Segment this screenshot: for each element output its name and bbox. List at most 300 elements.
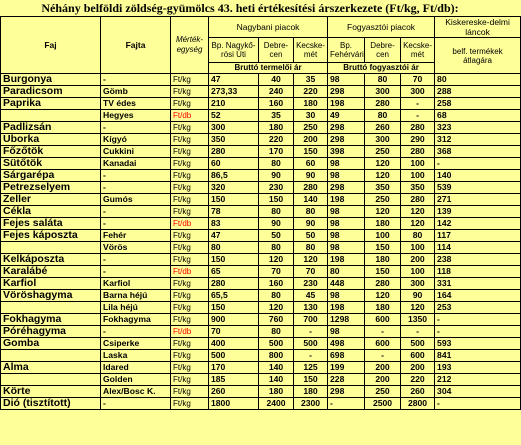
cell-price: 271 bbox=[435, 194, 521, 206]
cell-price: 120 bbox=[401, 302, 435, 314]
cell-price: 290 bbox=[401, 134, 435, 146]
cell-fajta: Idared bbox=[101, 362, 171, 374]
table-row bbox=[1, 254, 521, 266]
cell-price: 300 bbox=[209, 122, 259, 134]
cell-price: 200 bbox=[401, 254, 435, 266]
cell-price: 140 bbox=[435, 170, 521, 182]
cell-price: 200 bbox=[401, 362, 435, 374]
cell-price: 98 bbox=[328, 206, 365, 218]
cell-fajta: Gömb bbox=[101, 86, 171, 98]
table-row bbox=[1, 158, 521, 170]
cell-fajta: - bbox=[101, 254, 171, 266]
cell-unit: Ft/kg bbox=[171, 254, 209, 266]
cell-price: 139 bbox=[435, 206, 521, 218]
table-row bbox=[1, 86, 521, 98]
cell-price: 80 bbox=[294, 242, 328, 254]
cell-faj: Zeller bbox=[1, 194, 101, 206]
cell-price: 120 bbox=[259, 254, 294, 266]
cell-faj: Főzőtök bbox=[1, 146, 101, 158]
cell-price: 304 bbox=[435, 386, 521, 398]
cell-faj: Alma bbox=[1, 362, 101, 374]
cell-fajta: Lila héjú bbox=[101, 302, 171, 314]
cell-price: 98 bbox=[328, 290, 365, 302]
cell-price: 200 bbox=[365, 374, 401, 386]
cell-unit: Ft/kg bbox=[171, 338, 209, 350]
cell-price: 298 bbox=[328, 182, 365, 194]
cell-price: 118 bbox=[435, 266, 521, 278]
cell-unit: Ft/kg bbox=[171, 302, 209, 314]
cell-fajta: - bbox=[101, 170, 171, 182]
cell-price: 180 bbox=[365, 218, 401, 230]
cell-price: 86,5 bbox=[209, 170, 259, 182]
cell-fajta: - bbox=[101, 122, 171, 134]
cell-price: 280 bbox=[401, 122, 435, 134]
cell-price: 114 bbox=[435, 242, 521, 254]
cell-fajta: Fokhagyma bbox=[101, 314, 171, 326]
cell-price: 150 bbox=[209, 254, 259, 266]
cell-faj: Uborka bbox=[1, 134, 101, 146]
header-market: Debre-cen bbox=[259, 38, 294, 63]
cell-fajta: Cukkini bbox=[101, 146, 171, 158]
cell-price: 228 bbox=[328, 374, 365, 386]
cell-price: 1800 bbox=[209, 398, 259, 410]
cell-price: 120 bbox=[365, 290, 401, 302]
cell-price: 47 bbox=[209, 74, 259, 86]
cell-faj: Fokhagyma bbox=[1, 314, 101, 326]
cell-price: - bbox=[435, 398, 521, 410]
cell-price: 130 bbox=[294, 302, 328, 314]
cell-price: 90 bbox=[401, 290, 435, 302]
cell-price: 70 bbox=[259, 266, 294, 278]
table-row bbox=[1, 146, 521, 158]
cell-price: - bbox=[435, 326, 521, 338]
cell-unit: Ft/kg bbox=[171, 386, 209, 398]
cell-unit: Ft/kg bbox=[171, 146, 209, 158]
cell-price: 170 bbox=[209, 362, 259, 374]
cell-price: 78 bbox=[209, 206, 259, 218]
cell-fajta: Gumós bbox=[101, 194, 171, 206]
cell-fajta: - bbox=[101, 182, 171, 194]
cell-unit: Ft/kg bbox=[171, 290, 209, 302]
cell-fajta: Barna héjú bbox=[101, 290, 171, 302]
cell-fajta: - bbox=[101, 326, 171, 338]
cell-unit: Ft/db bbox=[171, 266, 209, 278]
cell-faj bbox=[1, 374, 101, 386]
cell-unit: Ft/kg bbox=[171, 398, 209, 410]
header-wholesale-group: Nagybani piacok bbox=[209, 17, 328, 38]
cell-price: 80 bbox=[259, 242, 294, 254]
cell-price: 90 bbox=[259, 218, 294, 230]
cell-price: - bbox=[294, 326, 328, 338]
cell-price: 700 bbox=[294, 314, 328, 326]
cell-price: 300 bbox=[401, 86, 435, 98]
cell-price: 212 bbox=[435, 374, 521, 386]
cell-price: 180 bbox=[365, 302, 401, 314]
cell-price: 180 bbox=[259, 122, 294, 134]
cell-price: 323 bbox=[435, 122, 521, 134]
cell-price: - bbox=[365, 326, 401, 338]
cell-price: 120 bbox=[365, 170, 401, 182]
cell-fajta: Kanadai bbox=[101, 158, 171, 170]
cell-price: 841 bbox=[435, 350, 521, 362]
table-row bbox=[1, 374, 521, 386]
table-row bbox=[1, 98, 521, 110]
cell-faj bbox=[1, 302, 101, 314]
cell-unit: Ft/kg bbox=[171, 98, 209, 110]
header-market: Debre-cen bbox=[365, 38, 401, 63]
cell-price: 2400 bbox=[259, 398, 294, 410]
cell-price: - bbox=[401, 326, 435, 338]
cell-price: 200 bbox=[294, 134, 328, 146]
cell-price: 98 bbox=[328, 74, 365, 86]
cell-price: 80 bbox=[294, 206, 328, 218]
cell-price: 120 bbox=[365, 206, 401, 218]
cell-unit: Ft/kg bbox=[171, 206, 209, 218]
cell-price: 150 bbox=[294, 146, 328, 158]
table-row bbox=[1, 230, 521, 242]
cell-price: 65,5 bbox=[209, 290, 259, 302]
cell-price: 300 bbox=[365, 134, 401, 146]
cell-price: 220 bbox=[294, 86, 328, 98]
cell-price: 185 bbox=[209, 374, 259, 386]
cell-price: - bbox=[365, 350, 401, 362]
cell-price: 240 bbox=[259, 86, 294, 98]
cell-price: 350 bbox=[209, 134, 259, 146]
cell-price: 140 bbox=[259, 374, 294, 386]
cell-unit: Ft/kg bbox=[171, 242, 209, 254]
cell-price: 220 bbox=[259, 134, 294, 146]
cell-faj bbox=[1, 350, 101, 362]
cell-price: 80 bbox=[259, 158, 294, 170]
table-row bbox=[1, 386, 521, 398]
cell-faj: Karfiol bbox=[1, 278, 101, 290]
cell-price: 98 bbox=[328, 158, 365, 170]
cell-price: 80 bbox=[259, 290, 294, 302]
cell-unit: Ft/kg bbox=[171, 182, 209, 194]
cell-price: 98 bbox=[328, 326, 365, 338]
cell-unit: Ft/kg bbox=[171, 74, 209, 86]
cell-price: 180 bbox=[259, 386, 294, 398]
cell-price: 298 bbox=[328, 386, 365, 398]
cell-fajta: TV édes bbox=[101, 98, 171, 110]
cell-price: 760 bbox=[259, 314, 294, 326]
cell-price: 180 bbox=[365, 254, 401, 266]
header-market: Bp. Nagykő-rösi Úti bbox=[209, 38, 259, 63]
cell-price: 500 bbox=[401, 338, 435, 350]
header-market: belf. termékek átlagára bbox=[435, 38, 521, 74]
cell-price: 65 bbox=[209, 266, 259, 278]
cell-price: 98 bbox=[328, 242, 365, 254]
cell-price: 298 bbox=[328, 134, 365, 146]
cell-price: 100 bbox=[365, 230, 401, 242]
cell-price: 331 bbox=[435, 278, 521, 290]
cell-price: 260 bbox=[401, 386, 435, 398]
cell-price: 140 bbox=[259, 362, 294, 374]
cell-price: 60 bbox=[294, 158, 328, 170]
cell-price: 45 bbox=[294, 290, 328, 302]
table-row bbox=[1, 302, 521, 314]
cell-price: 400 bbox=[209, 338, 259, 350]
cell-unit: Ft/kg bbox=[171, 86, 209, 98]
cell-unit: Ft/kg bbox=[171, 362, 209, 374]
cell-price: 117 bbox=[435, 230, 521, 242]
cell-fajta: - bbox=[101, 206, 171, 218]
cell-price: 90 bbox=[259, 170, 294, 182]
cell-faj: Sárgarépa bbox=[1, 170, 101, 182]
table-row bbox=[1, 170, 521, 182]
cell-price: 80 bbox=[328, 266, 365, 278]
cell-unit: Ft/kg bbox=[171, 278, 209, 290]
cell-price: 600 bbox=[401, 350, 435, 362]
cell-price: 193 bbox=[435, 362, 521, 374]
cell-fajta: Hegyes bbox=[101, 110, 171, 122]
cell-price: 80 bbox=[435, 74, 521, 86]
cell-fajta: - bbox=[101, 266, 171, 278]
cell-price: 200 bbox=[365, 362, 401, 374]
cell-price: 350 bbox=[365, 182, 401, 194]
table-row bbox=[1, 338, 521, 350]
cell-faj: Gomba bbox=[1, 338, 101, 350]
cell-price: 280 bbox=[209, 146, 259, 158]
table-row bbox=[1, 74, 521, 86]
cell-price: 180 bbox=[294, 98, 328, 110]
cell-price: 150 bbox=[209, 302, 259, 314]
table-row bbox=[1, 206, 521, 218]
cell-unit: Ft/kg bbox=[171, 122, 209, 134]
cell-unit: Ft/db bbox=[171, 110, 209, 122]
cell-price: 160 bbox=[259, 278, 294, 290]
cell-faj: Körte bbox=[1, 386, 101, 398]
cell-price: 52 bbox=[209, 110, 259, 122]
header-unit: Mérték-egység bbox=[171, 17, 209, 74]
cell-price: 448 bbox=[328, 278, 365, 290]
cell-price: 250 bbox=[294, 122, 328, 134]
cell-price: 49 bbox=[328, 110, 365, 122]
cell-price: 83 bbox=[209, 218, 259, 230]
cell-fajta: Fehér bbox=[101, 230, 171, 242]
cell-price: 300 bbox=[365, 86, 401, 98]
cell-price: 250 bbox=[365, 194, 401, 206]
cell-price: 250 bbox=[365, 146, 401, 158]
cell-price: 320 bbox=[209, 182, 259, 194]
cell-price: 80 bbox=[209, 242, 259, 254]
header-consumer-group: Fogyasztói piacok bbox=[328, 17, 435, 38]
cell-unit: Ft/kg bbox=[171, 230, 209, 242]
cell-price: 160 bbox=[259, 98, 294, 110]
cell-price: 98 bbox=[328, 230, 365, 242]
cell-fajta: Csiperke bbox=[101, 338, 171, 350]
cell-price: 198 bbox=[328, 98, 365, 110]
header-fajta: Fajta bbox=[101, 17, 171, 74]
cell-fajta: Alex/Bosc K. bbox=[101, 386, 171, 398]
cell-price: 142 bbox=[435, 218, 521, 230]
cell-price: 500 bbox=[294, 338, 328, 350]
cell-unit: Ft/kg bbox=[171, 134, 209, 146]
cell-price: 280 bbox=[365, 98, 401, 110]
cell-price: 198 bbox=[328, 194, 365, 206]
cell-price: 2500 bbox=[365, 398, 401, 410]
cell-price: 90 bbox=[294, 170, 328, 182]
cell-unit: Ft/kg bbox=[171, 374, 209, 386]
cell-fajta: Kígyó bbox=[101, 134, 171, 146]
cell-price: 253 bbox=[435, 302, 521, 314]
cell-fajta: - bbox=[101, 74, 171, 86]
table-row bbox=[1, 182, 521, 194]
cell-price: 539 bbox=[435, 182, 521, 194]
cell-price: 298 bbox=[328, 86, 365, 98]
cell-price: 150 bbox=[365, 266, 401, 278]
cell-faj bbox=[1, 242, 101, 254]
cell-price: 180 bbox=[294, 386, 328, 398]
table-row bbox=[1, 134, 521, 146]
cell-price: 199 bbox=[328, 362, 365, 374]
cell-price: 80 bbox=[365, 110, 401, 122]
cell-faj: Póréhagyma bbox=[1, 326, 101, 338]
cell-price: 50 bbox=[294, 230, 328, 242]
cell-fajta: Golden bbox=[101, 374, 171, 386]
cell-faj: Vöröshagyma bbox=[1, 290, 101, 302]
cell-price: 120 bbox=[259, 302, 294, 314]
cell-price: 288 bbox=[435, 86, 521, 98]
cell-faj: Paradicsom bbox=[1, 86, 101, 98]
cell-faj: Petrezselyem bbox=[1, 182, 101, 194]
cell-price: 350 bbox=[401, 182, 435, 194]
cell-price: 50 bbox=[259, 230, 294, 242]
cell-price: 68 bbox=[435, 110, 521, 122]
cell-price: 260 bbox=[365, 122, 401, 134]
cell-price: 368 bbox=[435, 146, 521, 158]
cell-price: 150 bbox=[259, 194, 294, 206]
cell-unit: Ft/kg bbox=[171, 194, 209, 206]
cell-price: 35 bbox=[259, 110, 294, 122]
cell-price: 2300 bbox=[294, 398, 328, 410]
cell-faj: Cékla bbox=[1, 206, 101, 218]
cell-price: 98 bbox=[328, 170, 365, 182]
cell-price: 273,33 bbox=[209, 86, 259, 98]
cell-unit: Ft/kg bbox=[171, 350, 209, 362]
table-row bbox=[1, 278, 521, 290]
cell-unit: Ft/kg bbox=[171, 314, 209, 326]
cell-price: 140 bbox=[294, 194, 328, 206]
price-table bbox=[0, 16, 521, 410]
cell-price: 258 bbox=[435, 98, 521, 110]
cell-price: 80 bbox=[259, 206, 294, 218]
cell-price: 600 bbox=[365, 338, 401, 350]
cell-price: 70 bbox=[209, 326, 259, 338]
cell-price: 198 bbox=[328, 302, 365, 314]
cell-price: 230 bbox=[294, 278, 328, 290]
table-row bbox=[1, 194, 521, 206]
cell-price: 30 bbox=[294, 110, 328, 122]
cell-faj bbox=[1, 110, 101, 122]
table-row bbox=[1, 314, 521, 326]
table-row bbox=[1, 110, 521, 122]
cell-price: 47 bbox=[209, 230, 259, 242]
cell-price: 120 bbox=[401, 206, 435, 218]
cell-faj: Padlizsán bbox=[1, 122, 101, 134]
header-market: Kecske-mét bbox=[401, 38, 435, 63]
table-row bbox=[1, 362, 521, 374]
cell-faj: Kelkáposzta bbox=[1, 254, 101, 266]
cell-price: - bbox=[401, 98, 435, 110]
cell-price: 280 bbox=[294, 182, 328, 194]
cell-price: - bbox=[328, 398, 365, 410]
cell-price: 280 bbox=[401, 194, 435, 206]
cell-price: 90 bbox=[294, 218, 328, 230]
cell-faj: Fejes káposzta bbox=[1, 230, 101, 242]
cell-faj: Karalábé bbox=[1, 266, 101, 278]
cell-faj: Burgonya bbox=[1, 74, 101, 86]
cell-unit: Ft/kg bbox=[171, 158, 209, 170]
header-wholesale-note: Bruttó termelői ár bbox=[209, 63, 328, 74]
cell-price: 150 bbox=[365, 242, 401, 254]
cell-faj: Paprika bbox=[1, 98, 101, 110]
cell-fajta: - bbox=[101, 218, 171, 230]
table-row bbox=[1, 326, 521, 338]
header-market: Kecske-mét bbox=[294, 38, 328, 63]
cell-price: 593 bbox=[435, 338, 521, 350]
cell-price: 100 bbox=[401, 170, 435, 182]
cell-price: 2800 bbox=[401, 398, 435, 410]
cell-fajta: Karfiol bbox=[101, 278, 171, 290]
cell-price: 600 bbox=[365, 314, 401, 326]
cell-price: 800 bbox=[259, 350, 294, 362]
header-faj: Faj bbox=[1, 17, 101, 74]
cell-price: 250 bbox=[365, 386, 401, 398]
cell-price: 298 bbox=[328, 122, 365, 134]
table-row bbox=[1, 398, 521, 410]
report-title: Néhány belföldi zöldség-gyümölcs 43. heti értékesítési árszerkezete (Ft/kg, Ft/db): bbox=[41, 1, 459, 15]
header-retail-group: Kiskereske-delmi láncok bbox=[435, 17, 521, 38]
cell-price: 164 bbox=[435, 290, 521, 302]
cell-price: 80 bbox=[259, 326, 294, 338]
cell-price: 40 bbox=[259, 74, 294, 86]
cell-price: - bbox=[294, 350, 328, 362]
cell-price: 125 bbox=[294, 362, 328, 374]
cell-price: 80 bbox=[365, 74, 401, 86]
cell-price: 220 bbox=[401, 374, 435, 386]
cell-price: 120 bbox=[365, 158, 401, 170]
cell-fajta: Laska bbox=[101, 350, 171, 362]
cell-price: 698 bbox=[328, 350, 365, 362]
cell-price: 500 bbox=[209, 350, 259, 362]
cell-price: 210 bbox=[209, 98, 259, 110]
table-row bbox=[1, 242, 521, 254]
cell-price: 230 bbox=[259, 182, 294, 194]
cell-price: 70 bbox=[294, 266, 328, 278]
cell-price: 398 bbox=[328, 146, 365, 158]
cell-faj: Dió (tisztított) bbox=[1, 398, 101, 410]
cell-price: 100 bbox=[401, 158, 435, 170]
price-table-body bbox=[1, 74, 521, 410]
cell-price: - bbox=[401, 110, 435, 122]
table-row bbox=[1, 122, 521, 134]
table-row bbox=[1, 266, 521, 278]
cell-price: 60 bbox=[209, 158, 259, 170]
cell-price: 100 bbox=[401, 266, 435, 278]
cell-price: 260 bbox=[209, 386, 259, 398]
cell-price: 100 bbox=[401, 242, 435, 254]
table-row bbox=[1, 290, 521, 302]
cell-price: 120 bbox=[294, 254, 328, 266]
cell-price: 80 bbox=[401, 230, 435, 242]
cell-fajta: - bbox=[101, 398, 171, 410]
cell-price: 120 bbox=[401, 218, 435, 230]
cell-faj: Sütőtök bbox=[1, 158, 101, 170]
cell-fajta: Vörös bbox=[101, 242, 171, 254]
cell-price: 498 bbox=[328, 338, 365, 350]
header-market: Bp. Fehérvári bbox=[328, 38, 365, 63]
